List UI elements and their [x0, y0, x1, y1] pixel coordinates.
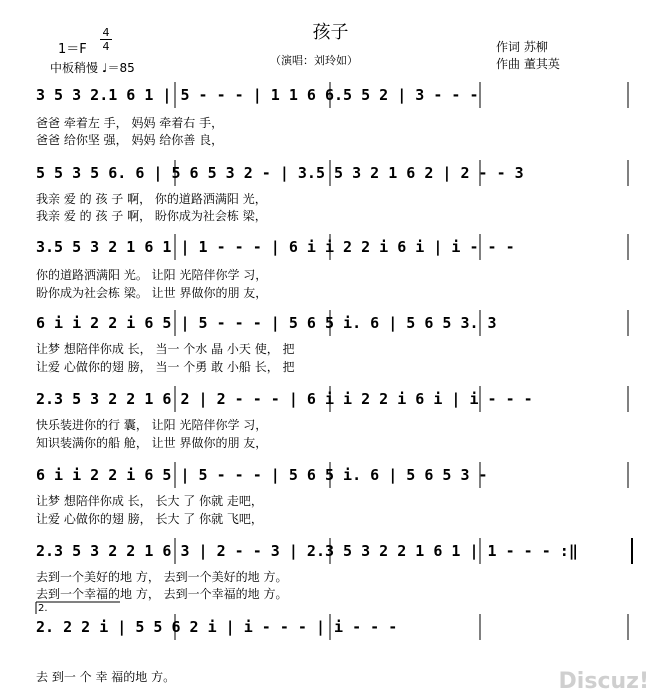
lyrics-row-7-verse-2: 去到一个幸福的地 方， 去到一个幸福的地 方。 [36, 587, 288, 601]
notes-row-6: 6 i i 2 2 i 6 5 | 5 - - - | 5 6 5 i. 6 | 5 6 5 3 - [36, 466, 488, 484]
lyrics-row-6-verse-2: 让爱 心做你的翅 膀， 长大 了 你就 飞吧， [36, 512, 263, 526]
final-lyrics: 去 到一 个 幸 福的地 方。 [36, 670, 176, 684]
lyrics-row-1-verse-2: 爸爸 给你坚 强， 妈妈 给你善 良， [36, 133, 224, 147]
performer-credit: （演唱：刘玲如） [270, 54, 358, 67]
lyrics-row-3-verse-1: 你的道路洒满阳 光。 让阳 光陪伴你学 习， [36, 268, 268, 282]
lyrics-row-3-verse-2: 盼你成为社会栋 梁。 让世 界做你的朋 友， [36, 286, 268, 300]
composer-credit: 作曲 董其英 [496, 57, 560, 71]
notes-row-2: 5 5 3 5 6. 6 | 5 6 5 3 2 - | 3.5 5 3 2 1 6 2 | 2 - - 3 [36, 164, 524, 182]
lyrics-row-1-verse-1: 爸爸 牵着左 手， 妈妈 牵着右 手， [36, 116, 224, 130]
notes-row-7: 2.3 5 3 2 2 1 6 3 | 2 - - 3 | 2.3 5 3 2 2 1 6 1 | 1 - - - :‖ [36, 542, 578, 560]
notes-row-3: 3.5 5 3 2 1 6 1 | 1 - - - | 6 i i 2 2 i 6 i | i - - - [36, 238, 515, 256]
lyrics-row-7-verse-1: 去到一个美好的地 方， 去到一个美好的地 方。 [36, 570, 288, 584]
lyrics-row-4-verse-2: 让爱 心做你的翅 膀， 当一 个勇 敢 小船 长， 把 [36, 360, 295, 374]
lyrics-row-5-verse-1: 快乐装进你的行 囊， 让阳 光陪伴你学 习， [36, 418, 268, 432]
lyrics-row-2-verse-1: 我亲 爱 的 孩 子 啊， 你的道路洒满阳 光， [36, 192, 267, 206]
lyrics-row-5-verse-2: 知识装满你的船 舱， 让世 界做你的朋 友， [36, 436, 268, 450]
lyricist-credit: 作词 苏柳 [496, 40, 548, 54]
time-signature-top: 4 [102, 26, 110, 39]
watermark-logo: Discuz! [558, 669, 649, 694]
lyrics-row-6-verse-1: 让梦 想陪伴你成 长， 长大 了 你就 走吧， [36, 494, 263, 508]
key-signature: 1＝F [58, 42, 87, 57]
notes-row-8: 2. 2 2 i | 5 5 6 2 i | i - - - | i - - - [36, 618, 398, 636]
lyrics-row-2-verse-2: 我亲 爱 的 孩 子 啊， 盼你成为社会栋 梁， [36, 209, 267, 223]
time-signature-bottom: 4 [102, 40, 110, 53]
lyrics-row-4-verse-1: 让梦 想陪伴你成 长， 当一 个水 晶 小天 使， 把 [36, 342, 295, 356]
song-title: 孩子 [312, 22, 349, 43]
tempo-marking: 中板稍慢 ♩＝85 [50, 61, 135, 75]
second-ending-label: 2. [38, 603, 48, 614]
notes-row-4: 6 i i 2 2 i 6 5 | 5 - - - | 5 6 5 i. 6 | 5 6 5 3. 3 [36, 314, 497, 332]
notes-row-5: 2.3 5 3 2 2 1 6 2 | 2 - - - | 6 i i 2 2 i 6 i | i - - - [36, 390, 533, 408]
notes-row-1: 3 5 3 2.1 6 1 | 5 - - - | 1 1 6 6.5 5 2 | 3 - - - [36, 86, 479, 104]
